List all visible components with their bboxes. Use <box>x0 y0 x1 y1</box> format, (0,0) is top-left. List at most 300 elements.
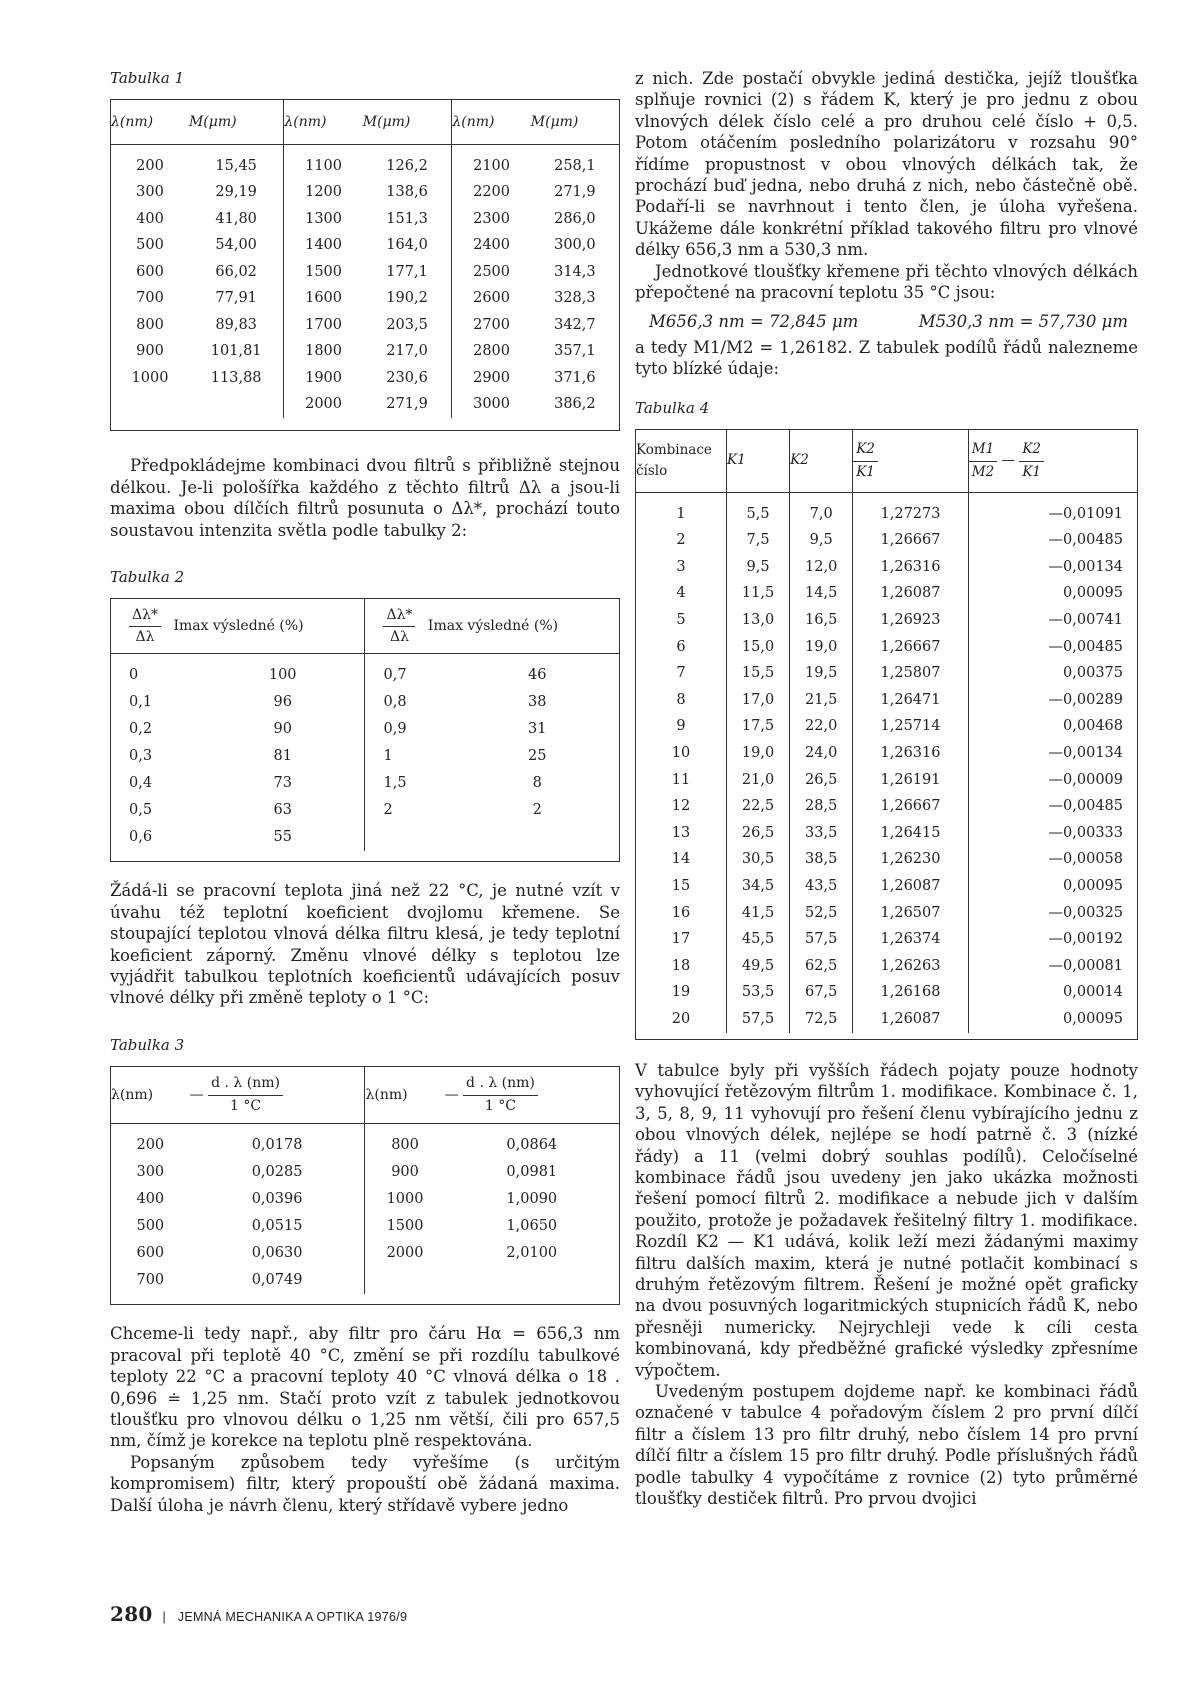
table-cell: 25 <box>527 748 547 765</box>
table-cell: 203,5 <box>386 316 428 333</box>
table-cell <box>365 824 455 851</box>
table-row <box>636 820 1137 847</box>
table-row <box>111 743 619 770</box>
table-row <box>111 206 619 233</box>
table-cell: 43,5 <box>790 873 853 900</box>
table-cell: 1700 <box>284 312 363 339</box>
table-cell: 1,25714 <box>853 714 969 741</box>
t3-h: λ(nm) <box>111 1067 190 1124</box>
page-footer <box>110 1602 407 1626</box>
table-cell: 1 <box>365 743 455 770</box>
table-cell: 20 <box>671 1010 691 1027</box>
table-row <box>636 528 1137 555</box>
table-cell: 16 <box>671 904 691 921</box>
table-cell: 1900 <box>284 365 363 392</box>
table-row <box>636 554 1137 581</box>
table-cell: 600 <box>136 263 164 280</box>
table-cell: 1 <box>676 505 686 522</box>
t2-h-text: Imax výsledné (%) <box>173 618 304 635</box>
table-cell: 41,80 <box>215 210 257 227</box>
table-cell: 0,1 <box>129 694 153 711</box>
table-cell: —0,00325 <box>968 900 1137 927</box>
t4-h: K2 <box>790 430 853 493</box>
table-cell: —0,00333 <box>968 820 1137 847</box>
table-cell: 0,0285 <box>251 1164 303 1181</box>
table-row <box>111 286 619 313</box>
table-cell: 126,2 <box>386 157 428 174</box>
table-cell: 258,1 <box>554 157 596 174</box>
table-cell: —0,00485 <box>968 794 1137 821</box>
d-lambda-fraction: $\frac{d . \lambda (nm)}{1 ^\circ C}$ <box>463 1073 538 1117</box>
table3 <box>110 1066 620 1305</box>
table-cell: 1,26263 <box>853 953 969 980</box>
table-cell: 900 <box>365 1159 445 1186</box>
table-cell: 138,6 <box>386 184 428 201</box>
table-cell: 342,7 <box>554 316 596 333</box>
table-cell: 1,26667 <box>853 528 969 555</box>
table-row <box>111 145 619 180</box>
paragraph: Chceme-li tedy např., aby filtr pro čáru Hα = 656,3 nm pracoval při teplotě 40 °C, změní se při rozdílu tabulkové teploty 22 °C a pracovní teploty 40 °C vlnová délka o 18 . 0,696 ≐ 1,25 nm. Stačí proto vzít z tabulek jednotkovou tloušťku pro vlnovou délku o 1,25 nm větší, čili pro 657,5 nm, čímž je korekce na teplotu plně respektována. <box>110 1324 620 1451</box>
table-row <box>636 794 1137 821</box>
table-cell: 0 <box>129 667 139 684</box>
table-cell: 2800 <box>452 339 531 366</box>
table-cell <box>455 824 619 851</box>
paragraph: Žádá-li se pracovní teplota jiná než 22 °C, je nutné vzít v úvahu též teplotní koeficient dvojlomu křemene. Se stoupající teplotou vlnová délka filtru klesá, je tedy teplotní koeficient záporný. Změnu vlnové délky s teplotou lze vyjádřit tabulkou teplotních koeficientů udávajících posuv vlnové délky při změně teploty o 1 °C: <box>110 881 620 1008</box>
delta-lambda-fraction: $\frac{\Delta\lambda*}{\Delta\lambda}$ <box>383 605 415 649</box>
table-cell: 1300 <box>284 206 363 233</box>
table-cell: 2000 <box>284 392 363 419</box>
table-cell: 81 <box>273 748 292 765</box>
table-cell: 900 <box>136 343 164 360</box>
table-cell: —0,00485 <box>968 634 1137 661</box>
table-cell: 26,5 <box>727 820 790 847</box>
table-cell: 0,7 <box>365 654 455 690</box>
table-cell: 63 <box>273 802 292 819</box>
table-cell: 67,5 <box>790 980 853 1007</box>
table-row <box>636 714 1137 741</box>
t1-h: M(μm) <box>189 100 284 145</box>
table-cell: 38 <box>527 694 547 711</box>
ratio-fraction: $\frac{K2}{K1}$ <box>853 439 878 483</box>
table-cell: 328,3 <box>554 290 596 307</box>
table-cell: 19,5 <box>790 661 853 688</box>
table-cell: 18 <box>671 957 691 974</box>
t4-h: K1 <box>727 430 790 493</box>
table-cell: 0,00375 <box>968 661 1137 688</box>
table-cell: 2000 <box>365 1240 445 1267</box>
table-cell: 1,26316 <box>853 740 969 767</box>
table-cell: 54,00 <box>215 237 257 254</box>
table-cell: 0,2 <box>129 721 153 738</box>
table-cell: 22,0 <box>790 714 853 741</box>
table-cell: 7,0 <box>790 493 853 528</box>
d-lambda-fraction: $\frac{d . \lambda (nm)}{1 ^\circ C}$ <box>208 1073 283 1117</box>
table-cell: 12 <box>671 798 691 815</box>
table-cell: 286,0 <box>554 210 596 227</box>
table-cell: 14,5 <box>790 581 853 608</box>
table-cell: 73 <box>273 775 292 792</box>
table-cell: 271,9 <box>554 184 596 201</box>
table-cell: 90 <box>273 721 292 738</box>
table-cell: 0,0396 <box>251 1191 303 1208</box>
table-cell: 12,0 <box>790 554 853 581</box>
table-cell: 1,26471 <box>853 687 969 714</box>
left-column <box>110 68 620 1516</box>
table-cell: 19,0 <box>727 740 790 767</box>
table-cell: 400 <box>136 1191 165 1208</box>
table-cell: 34,5 <box>727 873 790 900</box>
table-cell: 190,2 <box>386 290 428 307</box>
t1-h: M(μm) <box>531 100 619 145</box>
t2-h-text: Imax výsledné (%) <box>427 618 559 635</box>
table-cell: 8 <box>676 691 686 708</box>
table-cell: 1,26507 <box>853 900 969 927</box>
table-cell: 1,26667 <box>853 794 969 821</box>
table-cell: 0,3 <box>129 748 153 765</box>
table-row <box>111 1267 619 1294</box>
table-cell: 89,83 <box>215 316 257 333</box>
table-cell: —0,00741 <box>968 607 1137 634</box>
table-cell: 230,6 <box>386 369 428 386</box>
table-cell: 19,0 <box>790 634 853 661</box>
table-cell: 30,5 <box>727 847 790 874</box>
table-cell: 1800 <box>284 339 363 366</box>
table1 <box>110 99 620 431</box>
table-cell: 77,91 <box>215 290 257 307</box>
table-cell: —0,00134 <box>968 554 1137 581</box>
table-cell: 11,5 <box>727 581 790 608</box>
table-cell: 38,5 <box>790 847 853 874</box>
table-cell: 2900 <box>452 365 531 392</box>
table-cell: —0,00081 <box>968 953 1137 980</box>
table4-caption: Tabulka 4 <box>635 398 710 417</box>
table-cell <box>445 1267 619 1294</box>
table-cell: 2 <box>365 797 455 824</box>
table-cell: 1500 <box>365 1213 445 1240</box>
table-cell: 1,26374 <box>853 927 969 954</box>
table-cell: 9 <box>676 718 686 735</box>
paragraph: V tabulce byly při vyšších řádech pojaty pouze hodnoty vyhovující řetězovým filtrům 1. modifikace. Kombinace č. 1, 3, 5, 8, 9, 11 vyhovují pro řešení členu vybírajícího jednu z obou vlnových délek, nejlépe se hodí patrně č. 3 (nízké řády) a 11 (velmi dobrý souhlas podílů). Celočíselné kombinace řádů jsou uvedeny jen jako ukázka možnosti řešení pomocí filtrů 2. modifikace a nebude jich v dalším použito, protože je požadavek řešitelný filtry 1. modifikace. Rozdíl K2 — K1 udává, kolik leží mezi žádanými maximy filtru dalších maxim, která je nutné potlačit kombinací s druhým řetězovým filtrem. Řešení je možné opět graficky na dvou posuvných logaritmických stupnicích řádů K, nebo přesněji numericky. Nejrychleji vede k cíli cesta kombinovaná, kdy předběžné grafické výsledky zpřesníme výpočtem. <box>635 1060 1138 1380</box>
paragraph: a tedy M1/M2 = 1,26182. Z tabulek podílů řádů nalezneme tyto blízké údaje: <box>635 337 1138 379</box>
table-row <box>111 1124 619 1160</box>
table-row <box>636 661 1137 688</box>
table-cell: 21,0 <box>727 767 790 794</box>
table2-header <box>111 599 619 654</box>
table-cell: 0,0515 <box>251 1218 303 1235</box>
table-cell: 177,1 <box>386 263 428 280</box>
table-cell: 314,3 <box>554 263 596 280</box>
table-cell: —0,00134 <box>968 740 1137 767</box>
table-cell: 217,0 <box>386 343 428 360</box>
table-row <box>111 312 619 339</box>
table-cell: 13,0 <box>727 607 790 634</box>
table-row <box>111 1213 619 1240</box>
table-cell: 700 <box>136 290 164 307</box>
table-cell: 24,0 <box>790 740 853 767</box>
table2-caption: Tabulka 2 <box>110 568 185 587</box>
table-cell: 151,3 <box>386 210 428 227</box>
table-row <box>636 767 1137 794</box>
table-cell: 15,45 <box>215 157 257 174</box>
paragraph: z nich. Zde postačí obvykle jediná destička, jejíž tloušťka splňuje rovnici (2) s řádem K, který je pro jednu z obou vlnových délek číslo celé a pro druhou celé číslo + 0,5. Potom otáčením posledního polarizátoru v rozsahu 90° řídíme propustnost v obou vlnových délkách tak, že prochází buď jedna, nebo druhá z nich, nebo částečně obě. Podaří-li se navrhnout i tento člen, je úloha vyřešena. Ukážeme dále konkrétní příklad takového filtru pro vlnové délky 656,3 nm a 530,3 nm. <box>635 69 1138 260</box>
table-cell: 17,0 <box>727 687 790 714</box>
table-cell: 11 <box>671 771 691 788</box>
table-cell: 271,9 <box>386 396 428 413</box>
table-cell: 19 <box>671 984 691 1001</box>
table-cell: 9,5 <box>727 554 790 581</box>
table-cell: 33,5 <box>790 820 853 847</box>
equation: M656,3 nm = 72,845 μm <box>649 312 859 332</box>
table-cell: 300 <box>136 184 164 201</box>
paragraph: Popsaným způsobem tedy vyřešíme (s určitým kompromisem) filtr, který propouští obě žádaná maxima. Další úloha je návrh členu, který střídavě vybere jedno <box>110 1452 620 1515</box>
table-cell: 1000 <box>131 369 169 386</box>
table-row <box>636 687 1137 714</box>
table-cell: 26,5 <box>790 767 853 794</box>
table-cell: 101,81 <box>210 343 262 360</box>
table-cell: 57,5 <box>727 1006 790 1033</box>
table-cell: 500 <box>136 1218 165 1235</box>
table-row <box>636 953 1137 980</box>
table-cell: 386,2 <box>554 396 596 413</box>
table-row <box>636 927 1137 954</box>
table-cell <box>189 392 284 419</box>
table-cell: 31 <box>527 721 547 738</box>
table1-caption: Tabulka 1 <box>110 69 185 87</box>
table-cell: 400 <box>136 210 164 227</box>
table-cell: 0,00095 <box>968 581 1137 608</box>
table-cell: 2400 <box>452 233 531 260</box>
table-row <box>636 581 1137 608</box>
table1-header <box>111 100 619 145</box>
table-cell: 500 <box>136 237 164 254</box>
table-cell: 0,0178 <box>251 1137 303 1154</box>
table-row <box>636 847 1137 874</box>
table-cell: 164,0 <box>386 237 428 254</box>
table-cell: 1,27273 <box>853 493 969 528</box>
table-row <box>111 392 619 419</box>
table-cell: 0,0981 <box>506 1164 558 1181</box>
table-cell: 2300 <box>452 206 531 233</box>
table-cell: 0,6 <box>129 829 153 846</box>
table-cell: —0,00192 <box>968 927 1137 954</box>
table4 <box>635 429 1138 1040</box>
table-cell: 96 <box>273 694 292 711</box>
equation-row <box>635 303 1138 336</box>
table-cell: —0,00485 <box>968 528 1137 555</box>
table-cell: 1600 <box>284 286 363 313</box>
table-cell: 2500 <box>452 259 531 286</box>
table-cell: 6 <box>676 638 686 655</box>
table-cell: 3 <box>676 558 686 575</box>
table-cell: 1,26087 <box>853 581 969 608</box>
table-cell <box>111 392 189 419</box>
table-row <box>111 259 619 286</box>
k-ratio-fraction: $\frac{K2}{K1}$ <box>1019 439 1044 483</box>
table-cell: 57,5 <box>790 927 853 954</box>
table-cell: 2 <box>532 802 542 819</box>
delta-lambda-fraction: $\frac{\Delta\lambda*}{\Delta\lambda}$ <box>129 605 161 649</box>
table-cell: 300 <box>136 1164 165 1181</box>
table-cell: 2200 <box>452 180 531 207</box>
table-cell: 113,88 <box>210 369 262 386</box>
table-row <box>111 339 619 366</box>
table-row <box>111 180 619 207</box>
table-cell: 2100 <box>452 145 531 180</box>
table-cell: 7 <box>676 665 686 682</box>
table-cell: 17 <box>671 931 691 948</box>
table-cell: 1,26415 <box>853 820 969 847</box>
table-cell: 1,0090 <box>506 1191 558 1208</box>
table-row <box>636 634 1137 661</box>
table-cell: 2 <box>676 532 686 549</box>
table-cell: 55 <box>273 829 292 846</box>
paragraph: Uvedeným postupem dojdeme např. ke kombinaci řádů označené v tabulce 4 pořadovým číslem 2 pro první dílčí filtr a číslem 13 pro filtr druhý, nebo číslem 14 pro první dílčí filtr a číslem 15 pro filtr druhý. Podle příslušných řádů podle tabulky 4 vypočítáme z rovnice (2) tyto průměrné tloušťky destiček filtrů. Pro prvou dvojici <box>635 1382 1138 1509</box>
table-cell: 0,5 <box>129 802 153 819</box>
table-cell: 1,26087 <box>853 873 969 900</box>
table-cell: 9,5 <box>790 528 853 555</box>
table-row <box>111 1186 619 1213</box>
table-cell: 16,5 <box>790 607 853 634</box>
table-row <box>111 233 619 260</box>
table-row <box>111 654 619 690</box>
paragraph: Jednotkové tloušťky křemene při těchto vlnových délkách přepočtené na pracovní teplotu 35 °C jsou: <box>635 261 1138 303</box>
paragraph: Předpokládejme kombinaci dvou filtrů s přibližně stejnou délkou. Je-li pološířka každého z těchto filtrů Δλ a jsou-li maxima obou dílčích filtrů posunuta o Δλ*, prochází touto soustavou intenzita světla podle tabulky 2: <box>110 456 620 540</box>
table-cell: 0,0749 <box>251 1272 303 1289</box>
table-cell: 200 <box>136 157 164 174</box>
table-cell: 0,00095 <box>968 873 1137 900</box>
table-cell: 800 <box>136 316 164 333</box>
table-cell: 28,5 <box>790 794 853 821</box>
t1-h: λ(nm) <box>111 100 189 145</box>
table-cell: 0,00468 <box>968 714 1137 741</box>
table-cell: 1,26087 <box>853 1006 969 1033</box>
table-cell: 46 <box>527 667 547 684</box>
t3-h: λ(nm) <box>365 1067 445 1124</box>
table-cell: 1200 <box>284 180 363 207</box>
table-cell: 17,5 <box>727 714 790 741</box>
table-row <box>636 980 1137 1007</box>
table-cell: 52,5 <box>790 900 853 927</box>
table-cell: 15 <box>671 878 691 894</box>
table-cell: 3000 <box>452 392 531 419</box>
table3-caption: Tabulka 3 <box>110 1035 185 1054</box>
table-cell: 1,5 <box>365 770 455 797</box>
table-row <box>111 770 619 797</box>
table-cell: 300,0 <box>554 237 596 254</box>
table-cell: 0,9 <box>365 716 455 743</box>
table-cell: 600 <box>136 1245 165 1262</box>
table-row <box>636 873 1137 900</box>
table-cell: 1400 <box>284 233 363 260</box>
table-cell: 1100 <box>284 145 363 180</box>
table-cell: 62,5 <box>790 953 853 980</box>
table-cell: 100 <box>268 667 297 684</box>
table-cell: 1,25807 <box>853 661 969 688</box>
table-cell: 0,8 <box>365 689 455 716</box>
table-row <box>636 740 1137 767</box>
table-cell: 1,26191 <box>853 767 969 794</box>
table-cell: 72,5 <box>790 1006 853 1033</box>
table-row <box>636 900 1137 927</box>
table3-header: λ(nm) — $\frac{d . \lambda (nm)}{1 ^\circ C}$ λ(nm) — $\frac{d . \lambda (nm)}{1 ^\circ C}$ <box>111 1067 619 1124</box>
t4-h: Kombinace číslo <box>636 430 727 493</box>
t1-h: M(μm) <box>363 100 452 145</box>
table-cell: 41,5 <box>727 900 790 927</box>
table-cell: 1,26168 <box>853 980 969 1007</box>
footer-separator: | <box>162 1610 166 1624</box>
table-row <box>636 607 1137 634</box>
table-cell: 5,5 <box>727 493 790 528</box>
table-row <box>111 365 619 392</box>
t1-h: λ(nm) <box>452 100 531 145</box>
journal-name: JEMNÁ MECHANIKA A OPTIKA 1976/9 <box>177 1610 408 1624</box>
table-row <box>111 716 619 743</box>
table-cell: 8 <box>532 775 542 792</box>
table-row <box>111 689 619 716</box>
table-cell: 0,00095 <box>968 1006 1137 1033</box>
t1-h: λ(nm) <box>284 100 363 145</box>
table-cell: 0,00014 <box>968 980 1137 1007</box>
table-cell: 15,5 <box>727 661 790 688</box>
table-cell: 1,26230 <box>853 847 969 874</box>
table-cell: 4 <box>676 585 686 602</box>
table-cell: —0,00289 <box>968 687 1137 714</box>
table2 <box>110 598 620 862</box>
table-cell: 21,5 <box>790 687 853 714</box>
table-cell: 22,5 <box>727 794 790 821</box>
table-cell: 200 <box>136 1137 165 1154</box>
table-cell: 371,6 <box>554 369 596 386</box>
table-row <box>111 824 619 851</box>
table-cell: 29,19 <box>215 184 257 201</box>
table-cell: 357,1 <box>554 343 596 360</box>
table-cell: 14 <box>671 851 691 868</box>
table-cell: 53,5 <box>727 980 790 1007</box>
table-row <box>111 1240 619 1267</box>
table-cell: 7,5 <box>727 528 790 555</box>
table-cell: 45,5 <box>727 927 790 954</box>
equation: M530,3 nm = 57,730 μm <box>918 312 1128 332</box>
table-cell: 1,26316 <box>853 554 969 581</box>
table-cell: 0,4 <box>129 775 153 792</box>
table-cell: 700 <box>136 1272 165 1289</box>
page-number: 280 <box>110 1602 153 1626</box>
table-row <box>636 1006 1137 1033</box>
table-cell <box>365 1267 445 1294</box>
table-cell: 2,0100 <box>506 1245 558 1262</box>
table4-header: Kombinace číslo K1 K2 $\frac{K2}{K1}$ $\frac{M1}{M2}$ — $\frac{K2}{K1}$ <box>636 430 1137 493</box>
table-row <box>111 1159 619 1186</box>
table-row <box>636 493 1137 528</box>
table-cell: 15,0 <box>727 634 790 661</box>
table-cell: 1,0650 <box>506 1218 558 1235</box>
table-cell: 10 <box>671 745 691 762</box>
table-cell: 66,02 <box>215 263 257 280</box>
table-cell: —0,00009 <box>968 767 1137 794</box>
table-cell: 1500 <box>284 259 363 286</box>
table-cell: 13 <box>671 824 691 841</box>
table-cell: 0,0630 <box>251 1245 303 1262</box>
table-cell: 2700 <box>452 312 531 339</box>
table-row <box>111 797 619 824</box>
table-cell: 1000 <box>365 1186 445 1213</box>
table-cell: 1,26923 <box>853 607 969 634</box>
table-cell: 1,26667 <box>853 634 969 661</box>
table-cell: 800 <box>365 1124 445 1160</box>
m-ratio-fraction: $\frac{M1}{M2}$ <box>969 439 997 483</box>
table-cell: 49,5 <box>727 953 790 980</box>
table-cell: 2600 <box>452 286 531 313</box>
